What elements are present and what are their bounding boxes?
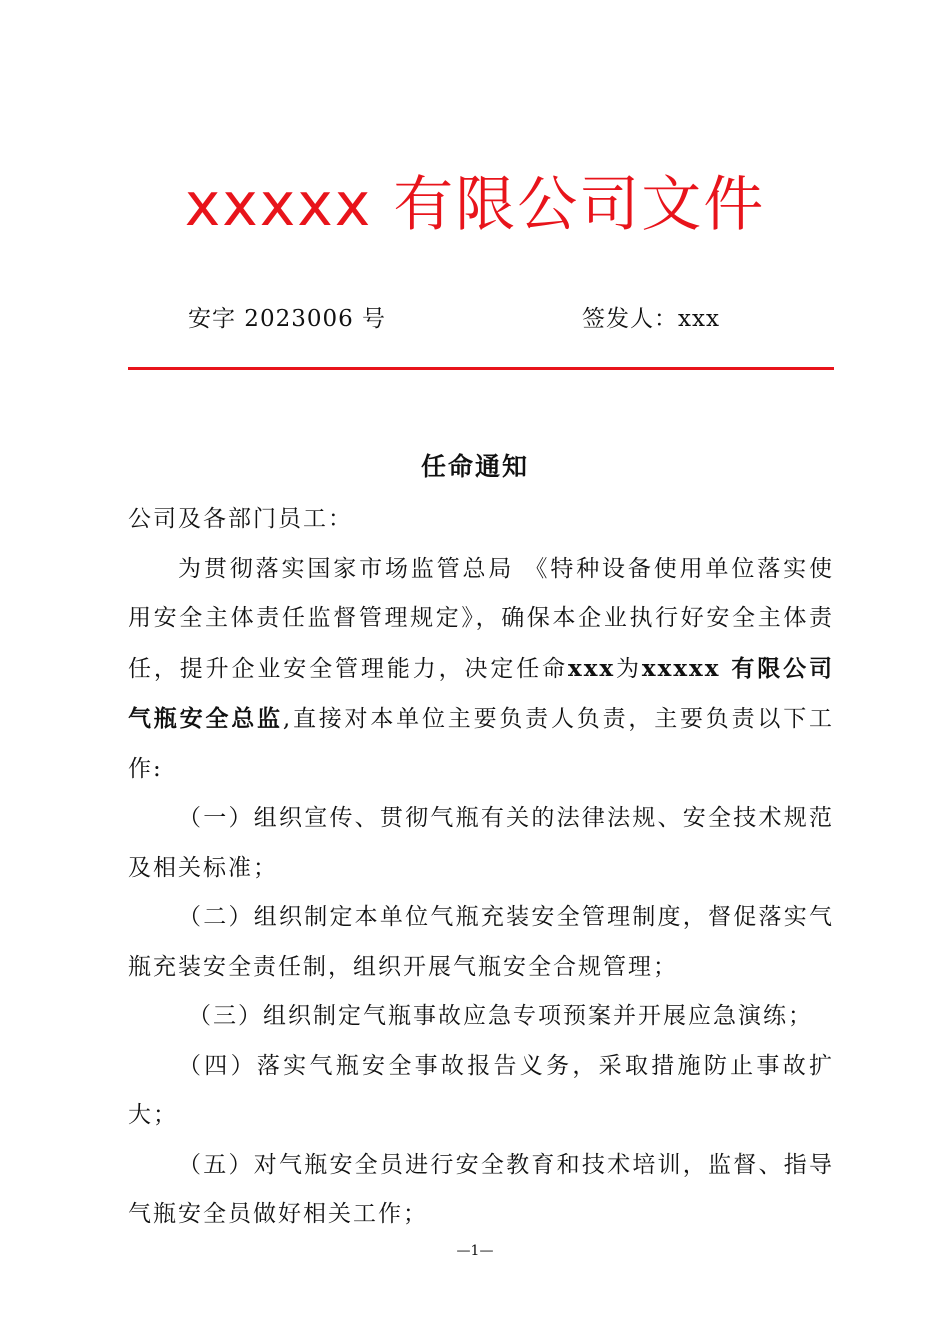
notice-title: 任命通知 [420, 452, 529, 481]
appoint-word: 为 [615, 655, 642, 682]
intro-paragraph [128, 545, 834, 795]
duty-item: （四）落实气瓶安全事故报告义务，采取措施防止事故扩大； [128, 1052, 834, 1128]
document-number: 安字 2023006 号 [188, 306, 387, 332]
duty-item: （五）对气瓶安全员进行安全教育和技术培训，监督、指导气瓶安全员做好相关工作； [128, 1151, 834, 1227]
duty-item: （二）组织制定本单位气瓶充装安全管理制度，督促落实气瓶充装安全责任制，组织开展气瓶安全合规管理； [128, 904, 834, 980]
red-divider [128, 367, 834, 370]
duty-item: （三）组织制定气瓶事故应急专项预案并开展应急演练； [188, 1003, 813, 1029]
page-number: —1— [456, 1243, 494, 1259]
appointee: xxx [568, 654, 616, 682]
greeting: 公司及各部门员工： [128, 506, 353, 532]
document-header-title: xxxxx 有限公司文件 [184, 170, 766, 240]
notice-body [128, 495, 834, 1240]
issuer: 签发人：xxx [582, 306, 720, 332]
duty-item: （一）组织宣传、贯彻气瓶有关的法律法规、安全技术规范及相关标准； [128, 805, 834, 881]
intro-text: 为贯彻落实国家市场监管总局 《特种设备使用单位落实使用安全主体责任监督管理规定》，确保本企业执行好安全主体责任，提升企业安全管理能力，决定任命 [128, 555, 834, 682]
intro-continuation: ,直接对本单位主要负责人负责，主要负责以下工作: [128, 706, 835, 782]
appointed-position: xxxxx 有限公司气瓶安全总监 [128, 654, 835, 732]
